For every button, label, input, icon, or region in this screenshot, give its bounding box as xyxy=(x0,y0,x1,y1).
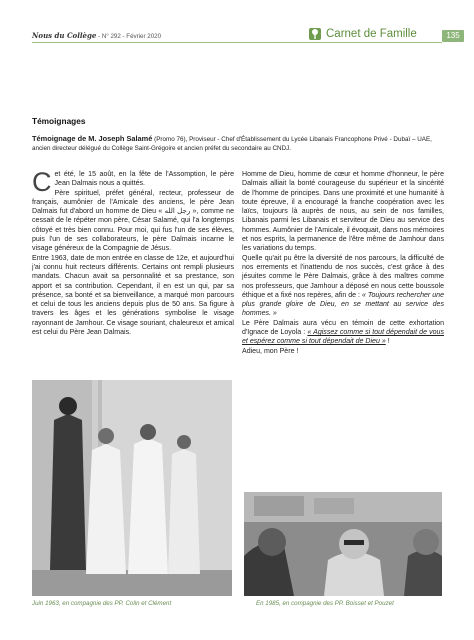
byline-name: Témoignage de M. Joseph Salamé xyxy=(32,134,153,143)
issue-number: - N° 292 - Février 2020 xyxy=(96,33,162,40)
family-tree-icon xyxy=(308,27,322,41)
photo-1963 xyxy=(32,380,232,596)
drop-cap: C xyxy=(32,167,52,197)
page-header xyxy=(0,0,474,60)
magazine-issue xyxy=(32,31,161,40)
caption-left: Juin 1963, en compagnie des PP. Colin et Clément xyxy=(32,600,172,607)
paragraph: Cet été, le 15 août, en la fête de l'Assomption, le père Jean Dalmais nous a quittés. xyxy=(32,167,234,197)
caption-right: En 1985, en compagnie des PP. Boisset et Pouzet xyxy=(256,600,394,607)
paragraph: Le Père Dalmais aura vécu en témoin de cette exhortation d'Ignace de Loyola : « Agissez comme si tout dépendait de vous et espérez comme si tout dépendait de Dieu » ! xyxy=(242,319,444,346)
byline-details: (Promo 76), Proviseur - Chef d'Établissement du Lycée Libanais Francophone Privé - Dubaï – UAE, ancien directeur délégué du Collège Saint-Grégoire et ancien préfet du secondaire au CNDJ. xyxy=(32,136,432,152)
section-title: Carnet de Famille xyxy=(326,28,417,40)
article-byline xyxy=(32,135,442,153)
section-heading: Témoignages xyxy=(32,116,86,126)
article-column-right xyxy=(242,170,444,356)
paragraph: Entre 1963, date de mon entrée en classe de 12e, et aujourd'hui j'ai connu huit recteurs différents. Certains ont rempli plusieurs mandats. Chacun avait sa personnalité et sa prestance, son apport et sa contribution. Cependant, il en est un qui, par sa présence, sa bonté et sa bienveillance, a marqué mon parcours et celui de tous les anciens depuis plus de 50 ans. Sa figure à travers les âges et les générations symbolise le visage rayonnant de Jamhour. Ce visage souriant, chaleureux et amical est celui du Père Jean Dalmais. xyxy=(32,254,234,337)
magazine-brand: Nous du Collège xyxy=(32,31,97,40)
paragraph: Quelle qu'ait pu être la diversité de nos parcours, la difficulté de nos errements et l'inattendu de nos succès, c'est grâce à des jésuites comme le Père Dalmais, grâce à des maîtres comme nos professeurs, que Jamhour a déposé en nous cette boussole éthique et a fixé nos repères, afin de : « Toujours rechercher une plus grande gloire de Dieu, en se mettant au service des hommes. » xyxy=(242,254,444,318)
photo-priests-1985 xyxy=(244,492,442,596)
paragraph: Homme de Dieu, homme de cœur et homme d'honneur, le père Dalmais alliait la bonté courageuse du supérieur et la sincérité de l'homme de principes. Dans une proximité et une humanité à toute épreuve, il a encouragé la franche coopération avec les laïcs, toujours là auprès de nous, au sein de nos familles, Libanais parmi les Libanais et serviteur de Dieu au service des hommes. Aumônier de l'Amicale, il évoquait, dans nos mémoires et nos esprits, la permanence de l'être même de Jamhour dans les variations du temps. xyxy=(242,171,444,253)
header-rule xyxy=(32,42,442,43)
photo-priests-1963 xyxy=(32,380,232,596)
quote: « Agissez comme si tout dépendait de vous et espérez comme si tout dépendait de Dieu » xyxy=(242,329,444,346)
paragraph: Adieu, mon Père ! xyxy=(242,347,299,355)
page-number: 135 xyxy=(442,30,464,42)
article-column-left xyxy=(32,167,234,337)
photo-1985 xyxy=(244,492,442,596)
quote: « Toujours rechercher une plus grande gloire de Dieu, en se mettant au service des hommes. » xyxy=(242,291,444,318)
paragraph: Père spirituel, préfet général, recteur, professeur de français, aumônier de l'Amicale des anciens, le père Jean Dalmais fut d'abord un homme de Dieu « رجل الله », comme ne cessait de le répéter mon père, César Salamé, qui l'a longtemps côtoyé et très bien connu. Pour moi, qui fus l'un de ses élèves, puis l'un de ses collaborateurs, le père Dalmais incarne le visage généreux de la Compagnie de Jésus. xyxy=(32,189,234,253)
